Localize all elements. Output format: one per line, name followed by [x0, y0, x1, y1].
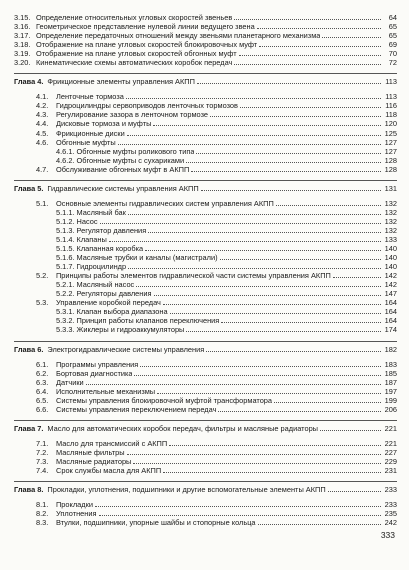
entry-number: 4.6. — [36, 137, 49, 147]
entry-number: 5.3. — [36, 298, 49, 308]
toc-entry — [14, 235, 397, 244]
chapter-title: Электрогидравлические системы управления — [47, 344, 205, 354]
entry-page: 128 — [384, 155, 397, 165]
entry-page: 206 — [384, 404, 397, 414]
entry-title: Принципы работы элементов гидравлической части системы управления АКПП — [56, 271, 331, 281]
entry-number: 7.2. — [36, 447, 49, 457]
entry-number: 7.1. — [36, 438, 49, 448]
dot-leader — [133, 463, 381, 464]
toc-entry — [14, 253, 397, 262]
entry-page: 127 — [384, 137, 397, 147]
entry-title: Гидроцилиндры сервоприводов ленточных тормозов — [56, 101, 238, 111]
dot-leader — [206, 351, 381, 352]
toc-entry — [14, 49, 397, 58]
entry-title: Обслуживание обгонных муфт в АКПП — [56, 164, 190, 174]
entry-page: 140 — [384, 244, 397, 254]
entry-title: Определение относительных угловых скоростей звеньев — [36, 13, 233, 22]
chapter-label: Глава 5. — [14, 183, 44, 193]
entry-title: Дисковые тормоза и муфты — [56, 119, 152, 129]
dot-leader — [140, 366, 381, 367]
dot-leader — [100, 223, 381, 224]
entry-title: Управление коробкой передач — [56, 298, 161, 308]
dot-leader — [170, 313, 381, 314]
entry-title: Фрикционные диски — [56, 128, 125, 138]
entry-number: 5.1. — [36, 198, 49, 208]
entry-title: 5.3.2. Принцип работы клапанов переключения — [56, 316, 220, 326]
entry-page: 235 — [384, 509, 397, 519]
entry-title: Системы управления переключением передач — [56, 404, 217, 414]
entry-title: Определение передаточных отношений между звеньями планетарного механизма — [36, 31, 321, 41]
chapter-title: Масло для автоматических коробок передач, фильтры и масляные радиаторы — [47, 423, 318, 433]
entry-page: 118 — [385, 110, 397, 120]
dot-leader — [259, 46, 381, 47]
chapter-section — [14, 73, 397, 173]
chapter-title: Прокладки, уплотнения, подшипники и другие вспомогательные элементы АКПП — [47, 485, 326, 495]
entry-title: Исполнительные механизмы — [56, 386, 156, 396]
toc-entry — [14, 457, 397, 466]
chapter-heading — [14, 424, 397, 433]
dot-leader — [196, 153, 381, 154]
entry-number: 3.16. — [14, 22, 31, 32]
entry-number: 4.3. — [36, 110, 49, 120]
entry-title: 5.1.3. Регулятор давления — [56, 225, 147, 235]
dot-leader — [328, 491, 381, 492]
entry-title: Отображение на плане угловых скоростей блокировочных муфт — [36, 40, 258, 50]
dot-leader — [320, 430, 381, 431]
entry-page: 174 — [384, 325, 397, 335]
chapter-section — [14, 420, 397, 475]
entry-title: Срок службы масла для АКПП — [56, 466, 162, 476]
entry-title: Датчики — [56, 377, 84, 387]
entry-number: 3.20. — [14, 58, 31, 68]
toc-entry — [14, 518, 397, 527]
toc-entry — [14, 199, 397, 208]
entry-number: 3.19. — [14, 49, 31, 59]
entry-title: Масляные радиаторы — [56, 456, 132, 466]
toc-entry — [14, 369, 397, 378]
dot-leader — [163, 304, 381, 305]
entry-page: 242 — [384, 518, 397, 528]
entry-page: 221 — [384, 423, 397, 433]
entry-page: 132 — [384, 198, 397, 208]
dot-leader — [128, 268, 381, 269]
entry-title: Кинематические схемы автоматических коробок передач — [36, 58, 233, 68]
toc-entry — [14, 58, 397, 67]
dot-leader — [153, 125, 381, 126]
chapter-title: Гидравлические системы управления АКПП — [47, 183, 199, 193]
toc-entry — [14, 13, 397, 22]
entry-page: 128 — [384, 164, 397, 174]
entry-number: 7.4. — [36, 466, 49, 476]
dot-leader — [169, 445, 381, 446]
entry-title: 5.1.7. Гидроцилиндр — [56, 262, 127, 272]
toc-entry — [14, 448, 397, 457]
entry-number: 4.7. — [36, 164, 49, 174]
entry-title: 5.1.1. Масляный бак — [56, 207, 126, 217]
entry-page: 233 — [384, 500, 397, 510]
entry-number: 7.3. — [36, 456, 49, 466]
toc-entry — [14, 396, 397, 405]
dot-leader — [154, 295, 381, 296]
toc-entry — [14, 387, 397, 396]
entry-number: 4.5. — [36, 128, 49, 138]
dot-leader — [157, 393, 381, 394]
entry-number: 6.5. — [36, 395, 49, 405]
chapter-section — [14, 481, 397, 527]
entry-title: Прокладки — [56, 500, 93, 510]
dot-leader — [118, 144, 381, 145]
entry-page: 70 — [388, 49, 397, 59]
toc-entry — [14, 244, 397, 253]
dot-leader — [134, 375, 381, 376]
entry-title: 5.2.1. Масляный насос — [56, 280, 135, 290]
chapter-heading — [14, 345, 397, 354]
entry-page: 69 — [388, 40, 397, 50]
dot-leader — [127, 135, 381, 136]
dot-leader — [126, 98, 381, 99]
dot-leader — [240, 107, 381, 108]
entry-page: 231 — [384, 466, 397, 476]
entry-page: 113 — [385, 77, 397, 87]
dot-leader — [128, 214, 381, 215]
entry-title: Программы управления — [56, 359, 139, 369]
toc-entry — [14, 325, 397, 334]
entry-title: 5.3.3. Жиклеры и гидроаккумуляторы — [56, 325, 185, 335]
entry-number: 6.2. — [36, 368, 49, 378]
toc-entry — [14, 289, 397, 298]
toc-entry — [14, 129, 397, 138]
dot-leader — [234, 19, 381, 20]
entry-page: 140 — [384, 262, 397, 272]
chapter-label: Глава 7. — [14, 423, 44, 433]
chapter-section — [14, 341, 397, 414]
dot-leader — [191, 171, 381, 172]
entry-number: 6.4. — [36, 386, 49, 396]
dot-leader — [257, 28, 381, 29]
entry-page: 120 — [384, 119, 397, 129]
entry-page: 182 — [384, 344, 397, 354]
toc-entry — [14, 509, 397, 518]
dot-leader — [239, 55, 381, 56]
entry-page: 64 — [388, 13, 397, 22]
dot-leader — [276, 205, 381, 206]
entry-number: 4.1. — [36, 92, 49, 102]
dot-leader — [148, 232, 381, 233]
entry-page: 187 — [384, 377, 397, 387]
entry-number: 6.1. — [36, 359, 49, 369]
toc-entry — [14, 101, 397, 110]
dot-leader — [274, 402, 381, 403]
dot-leader — [99, 515, 382, 516]
entry-page: 125 — [384, 128, 397, 138]
entry-page: 199 — [384, 395, 397, 405]
entry-title: Втулки, подшипники, упорные шайбы и стопорные кольца — [56, 518, 256, 528]
entry-page: 133 — [384, 234, 397, 244]
entry-page: 142 — [384, 280, 397, 290]
entry-page: 65 — [388, 22, 397, 32]
entry-page: 197 — [384, 386, 397, 396]
entry-title: Масло для трансмиссий с АКПП — [56, 438, 168, 448]
dot-leader — [136, 286, 381, 287]
entry-title: 5.1.2. Насос — [56, 216, 98, 226]
toc-entry — [14, 165, 397, 174]
toc-entry — [14, 271, 397, 280]
entry-page: 164 — [384, 307, 397, 317]
toc-entry — [14, 439, 397, 448]
entry-title: Обгонные муфты — [56, 137, 116, 147]
dot-leader — [109, 241, 381, 242]
dot-leader — [258, 524, 381, 525]
entry-page: 127 — [384, 146, 397, 156]
dot-leader — [210, 116, 381, 117]
entry-page: 131 — [384, 183, 397, 193]
entry-number: 4.4. — [36, 119, 49, 129]
toc-entry — [14, 156, 397, 165]
entry-page: 65 — [388, 31, 397, 41]
chapter-section — [14, 180, 397, 335]
dot-leader — [186, 162, 381, 163]
chapter-label: Глава 6. — [14, 344, 44, 354]
entry-title: 5.3.1. Клапан выбора диапазона — [56, 307, 168, 317]
entry-page: 185 — [384, 368, 397, 378]
entry-page: 183 — [384, 359, 397, 369]
toc-entry — [14, 307, 397, 316]
entry-title: Регулирование зазора в ленточном тормозе — [56, 110, 208, 120]
dot-leader — [218, 411, 381, 412]
dot-leader — [86, 384, 381, 385]
entry-page: 147 — [384, 289, 397, 299]
entry-page: 132 — [384, 225, 397, 235]
entry-page: 221 — [384, 438, 397, 448]
entry-number: 4.2. — [36, 101, 49, 111]
chapter-heading — [14, 184, 397, 193]
entry-title: Бортовая диагностика — [56, 368, 133, 378]
dot-leader — [333, 277, 381, 278]
toc-entry — [14, 226, 397, 235]
entry-title: Системы управления блокировочной муфтой трансформатора — [56, 395, 273, 405]
entry-number: 3.17. — [14, 31, 31, 41]
entry-page: 132 — [384, 207, 397, 217]
toc-entry — [14, 280, 397, 289]
toc-entry — [14, 147, 397, 156]
toc-entry — [14, 138, 397, 147]
chapter-title: Фрикционные элементы управления АКПП — [47, 77, 195, 87]
toc-entry — [14, 40, 397, 49]
entry-page: 132 — [384, 216, 397, 226]
entry-page: 229 — [384, 456, 397, 466]
toc-entry — [14, 31, 397, 40]
entry-title: Отображение на плане угловых скоростей обгонных муфт — [36, 49, 237, 59]
entry-title: 5.2.2. Регуляторы давления — [56, 289, 152, 299]
toc-entry — [14, 378, 397, 387]
entry-number: 8.3. — [36, 518, 49, 528]
entry-page: 142 — [384, 271, 397, 281]
entry-title: Уплотнения — [56, 509, 97, 519]
entry-number: 6.3. — [36, 377, 49, 387]
toc-entry — [14, 208, 397, 217]
dot-leader — [197, 83, 381, 84]
dot-leader — [221, 322, 381, 323]
entry-title: Ленточные тормоза — [56, 92, 124, 102]
dot-leader — [127, 454, 381, 455]
dot-leader — [322, 37, 381, 38]
entry-page: 72 — [388, 58, 397, 68]
entry-title: 5.1.6. Масляные трубки и каналы (магистрали) — [56, 253, 218, 263]
toc-entry — [14, 110, 397, 119]
dot-leader — [145, 250, 381, 251]
toc-entry — [14, 500, 397, 509]
entry-page: 140 — [384, 253, 397, 263]
entry-number: 8.2. — [36, 509, 49, 519]
toc-entry — [14, 262, 397, 271]
entry-title: 4.6.1. Обгонные муфты роликового типа — [56, 146, 195, 156]
dot-leader — [234, 64, 381, 65]
toc-entry — [14, 119, 397, 128]
chapter-label: Глава 4. — [14, 77, 44, 87]
entry-title: Основные элементы гидравлических систем управления АКПП — [56, 198, 274, 208]
entry-page: 164 — [384, 298, 397, 308]
entry-number: 5.2. — [36, 271, 49, 281]
table-of-contents — [14, 13, 397, 527]
dot-leader — [95, 506, 381, 507]
toc-entry — [14, 92, 397, 101]
toc-entry — [14, 316, 397, 325]
entry-title: Геометрическое представление нулевой линии ведущего звена — [36, 22, 255, 32]
page-number: 333 — [380, 530, 395, 540]
toc-entry — [14, 217, 397, 226]
chapter-label: Глава 8. — [14, 485, 44, 495]
entry-page: 227 — [384, 447, 397, 457]
dot-leader — [163, 472, 381, 473]
entry-number: 6.6. — [36, 404, 49, 414]
entry-title: 5.1.4. Клапаны — [56, 234, 107, 244]
entry-title: 5.1.5. Клапанная коробка — [56, 244, 144, 254]
toc-entry — [14, 22, 397, 31]
toc-entry — [14, 466, 397, 475]
entry-number: 8.1. — [36, 500, 49, 510]
dot-leader — [201, 190, 381, 191]
entry-page: 113 — [385, 92, 397, 102]
dot-leader — [220, 259, 381, 260]
entry-title: Масляные фильтры — [56, 447, 125, 457]
dot-leader — [186, 331, 381, 332]
entry-page: 233 — [384, 485, 397, 495]
entry-number: 3.15. — [14, 13, 31, 22]
chapter-heading — [14, 77, 397, 86]
chapter-heading — [14, 485, 397, 494]
entry-number: 3.18. — [14, 40, 31, 50]
entry-title: 4.6.2. Обгонные муфты с сухариками — [56, 155, 185, 165]
toc-entry — [14, 405, 397, 414]
toc-entry — [14, 360, 397, 369]
entry-page: 116 — [385, 101, 397, 111]
entry-page: 164 — [384, 316, 397, 326]
toc-entry — [14, 298, 397, 307]
